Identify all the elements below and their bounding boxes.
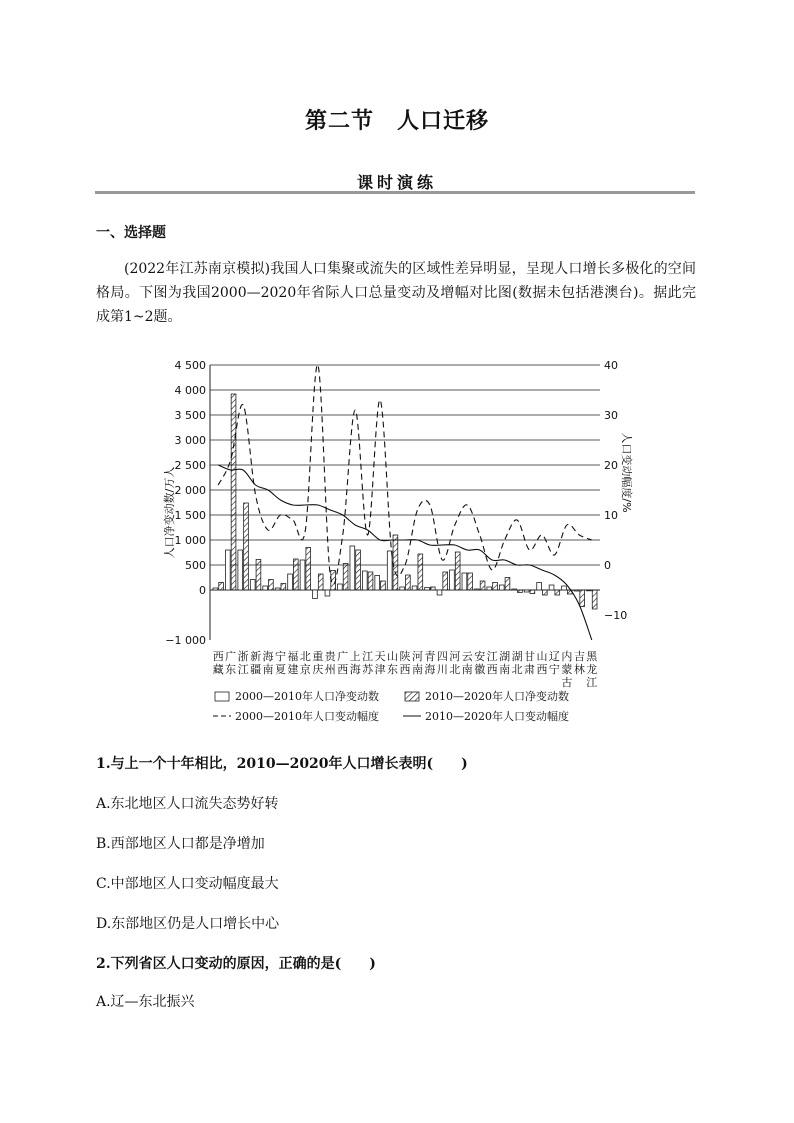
y-tick-label: 4 000 bbox=[174, 384, 206, 397]
bar-2000-2010 bbox=[437, 590, 442, 595]
title-divider bbox=[95, 191, 695, 194]
legend-label: 2010—2020年人口净变动数 bbox=[425, 690, 569, 703]
category-label: 重庆 bbox=[312, 650, 324, 676]
bar-2010-2020 bbox=[306, 548, 311, 591]
y-tick-label: 0 bbox=[199, 584, 206, 597]
bar-2000-2010 bbox=[412, 586, 417, 590]
legend-swatch-bar-2000-2010 bbox=[215, 692, 229, 701]
bar-2010-2020 bbox=[281, 584, 286, 591]
bar-2010-2020 bbox=[430, 587, 435, 590]
category-label: 河南 bbox=[411, 650, 423, 676]
bar-2000-2010 bbox=[425, 588, 430, 591]
category-label: 黑龙江 bbox=[586, 650, 598, 689]
bar-2010-2020 bbox=[393, 535, 398, 590]
page-title: 第二节 人口迁移 bbox=[304, 108, 489, 134]
category-label: 广东 bbox=[225, 650, 237, 676]
bar-2000-2010 bbox=[238, 550, 243, 590]
bar-2010-2020 bbox=[293, 559, 298, 590]
category-label: 四川 bbox=[436, 650, 448, 676]
bar-2010-2020 bbox=[518, 590, 523, 593]
bar-2010-2020 bbox=[480, 581, 485, 590]
category-label: 广西 bbox=[337, 650, 349, 676]
bar-2010-2020 bbox=[455, 552, 460, 590]
bar-2000-2010 bbox=[574, 590, 579, 591]
bar-2010-2020 bbox=[269, 580, 274, 591]
category-label: 山西 bbox=[536, 650, 548, 676]
y-tick-label: 3 500 bbox=[174, 409, 206, 422]
bar-2000-2010 bbox=[288, 574, 293, 590]
line-change-2010-2020 bbox=[218, 465, 592, 640]
category-label: 青海 bbox=[424, 650, 436, 676]
question-2-stem: 2.下列省区人口变动的原因，正确的是( ) bbox=[96, 956, 376, 972]
category-label: 新疆 bbox=[250, 650, 262, 676]
category-label: 上海 bbox=[349, 650, 361, 676]
bar-2010-2020 bbox=[219, 583, 224, 591]
category-label: 辽宁 bbox=[548, 650, 560, 676]
y-tick-label: 1 500 bbox=[174, 509, 206, 522]
category-label: 宁夏 bbox=[274, 650, 286, 676]
bar-2000-2010 bbox=[275, 588, 280, 590]
bar-2000-2010 bbox=[549, 585, 554, 590]
bar-2010-2020 bbox=[318, 574, 323, 590]
y-tick-label: 2 500 bbox=[174, 459, 206, 472]
legend-label: 2010—2020年人口变动幅度 bbox=[425, 710, 569, 723]
bar-2010-2020 bbox=[368, 572, 373, 590]
category-label: 湖南 bbox=[499, 650, 511, 676]
category-label: 河北 bbox=[449, 650, 461, 676]
bar-2010-2020 bbox=[592, 590, 597, 609]
y2-tick-label: 0 bbox=[604, 559, 611, 572]
y-tick-label: 2 000 bbox=[174, 484, 206, 497]
y2-tick-label: 20 bbox=[604, 459, 618, 472]
category-label: 内蒙古 bbox=[561, 650, 573, 689]
bar-2000-2010 bbox=[462, 573, 467, 590]
y-tick-label: 500 bbox=[185, 559, 206, 572]
legend-label: 2000—2010年人口净变动数 bbox=[235, 690, 379, 703]
bar-2000-2010 bbox=[213, 588, 218, 590]
category-label: 山东 bbox=[387, 650, 399, 676]
category-label: 江西 bbox=[486, 650, 498, 676]
category-label: 吉林 bbox=[573, 650, 585, 676]
question-1-option-a[interactable]: A.东北地区人口流失态势好转 bbox=[96, 796, 279, 812]
page-subtitle: 课时演练 bbox=[356, 173, 437, 192]
category-label: 天津 bbox=[374, 650, 386, 676]
bar-2000-2010 bbox=[263, 586, 268, 590]
bar-2000-2010 bbox=[474, 589, 479, 590]
bar-2010-2020 bbox=[418, 554, 423, 590]
question-1-option-c[interactable]: C.中部地区人口变动幅度最大 bbox=[96, 876, 279, 892]
bar-2010-2020 bbox=[356, 550, 361, 590]
bar-2010-2020 bbox=[493, 583, 498, 591]
y-tick-label: 4 500 bbox=[174, 359, 206, 372]
question-1-stem: 1.与上一个十年相比，2010—2020年人口增长表明( ) bbox=[96, 756, 468, 772]
category-label: 贵州 bbox=[324, 650, 336, 676]
intro-paragraph: (2022年江苏南京模拟)我国人口集聚或流失的区域性差异明显，呈现人口增长多极化的空间格局。下图为我国2000—2020年省际人口总量变动及增幅对比图(数据未包括港澳台)。据此完成第1~2题。 bbox=[96, 261, 696, 325]
y-tick-label: 1 000 bbox=[174, 534, 206, 547]
category-label: 海南 bbox=[262, 650, 274, 676]
bar-2000-2010 bbox=[499, 585, 504, 590]
category-label: 陕西 bbox=[399, 650, 411, 676]
category-label: 福建 bbox=[287, 650, 299, 676]
category-label: 北京 bbox=[299, 650, 311, 676]
line-change-2000-2010 bbox=[218, 365, 592, 585]
bar-2010-2020 bbox=[381, 581, 386, 590]
bar-2010-2020 bbox=[505, 578, 510, 591]
bar-2000-2010 bbox=[524, 590, 529, 592]
category-label: 湖北 bbox=[511, 650, 523, 676]
bar-2000-2010 bbox=[400, 587, 405, 590]
y2-axis-title: 人口变动幅度/% bbox=[620, 432, 633, 513]
y2-tick-label: −10 bbox=[604, 609, 628, 622]
category-label: 西藏 bbox=[212, 650, 224, 676]
bar-2000-2010 bbox=[450, 570, 455, 590]
bar-2000-2010 bbox=[375, 576, 380, 591]
category-label: 甘肃 bbox=[524, 650, 536, 676]
y2-tick-label: 10 bbox=[604, 509, 618, 522]
population-chart bbox=[155, 355, 633, 730]
legend-swatch-bar-2010-2020 bbox=[405, 692, 419, 701]
bar-2010-2020 bbox=[530, 590, 535, 594]
category-label: 浙江 bbox=[237, 650, 249, 676]
bar-2010-2020 bbox=[542, 590, 547, 595]
bar-2010-2020 bbox=[244, 503, 249, 590]
bar-2000-2010 bbox=[562, 586, 567, 590]
category-label: 安徽 bbox=[474, 650, 486, 676]
bar-2010-2020 bbox=[343, 564, 348, 591]
bar-2000-2010 bbox=[587, 590, 592, 591]
category-label: 云南 bbox=[461, 650, 473, 676]
question-2-option-a[interactable]: A.辽—东北振兴 bbox=[96, 994, 195, 1010]
category-label: 江苏 bbox=[362, 650, 374, 676]
y-tick-label: −1 000 bbox=[165, 634, 206, 647]
question-1-option-d[interactable]: D.东部地区仍是人口增长中心 bbox=[96, 916, 280, 932]
bar-2010-2020 bbox=[580, 590, 585, 607]
bar-2000-2010 bbox=[338, 584, 343, 590]
bar-2000-2010 bbox=[362, 571, 367, 590]
bar-2010-2020 bbox=[406, 575, 411, 590]
y2-tick-label: 30 bbox=[604, 409, 618, 422]
question-1-option-b[interactable]: B.西部地区人口都是净增加 bbox=[96, 836, 265, 852]
bar-2000-2010 bbox=[487, 587, 492, 590]
bar-2000-2010 bbox=[225, 550, 230, 590]
bar-2000-2010 bbox=[350, 546, 355, 590]
bar-2000-2010 bbox=[387, 551, 392, 590]
bar-2010-2020 bbox=[443, 572, 448, 590]
bar-2010-2020 bbox=[555, 590, 560, 595]
bar-2010-2020 bbox=[256, 560, 261, 591]
bar-2000-2010 bbox=[325, 590, 330, 596]
bar-2000-2010 bbox=[300, 560, 305, 590]
bar-2000-2010 bbox=[250, 580, 255, 591]
bar-2010-2020 bbox=[468, 573, 473, 590]
bar-2010-2020 bbox=[231, 394, 236, 590]
y-tick-label: 3 000 bbox=[174, 434, 206, 447]
legend-label: 2000—2010年人口变动幅度 bbox=[235, 710, 379, 723]
bar-2000-2010 bbox=[512, 589, 517, 590]
y-axis-title: 人口净变动数/万人 bbox=[163, 466, 176, 559]
section-heading: 一、选择题 bbox=[96, 225, 166, 241]
bar-2000-2010 bbox=[313, 590, 318, 599]
y2-tick-label: 40 bbox=[604, 359, 618, 372]
bar-2000-2010 bbox=[537, 583, 542, 591]
